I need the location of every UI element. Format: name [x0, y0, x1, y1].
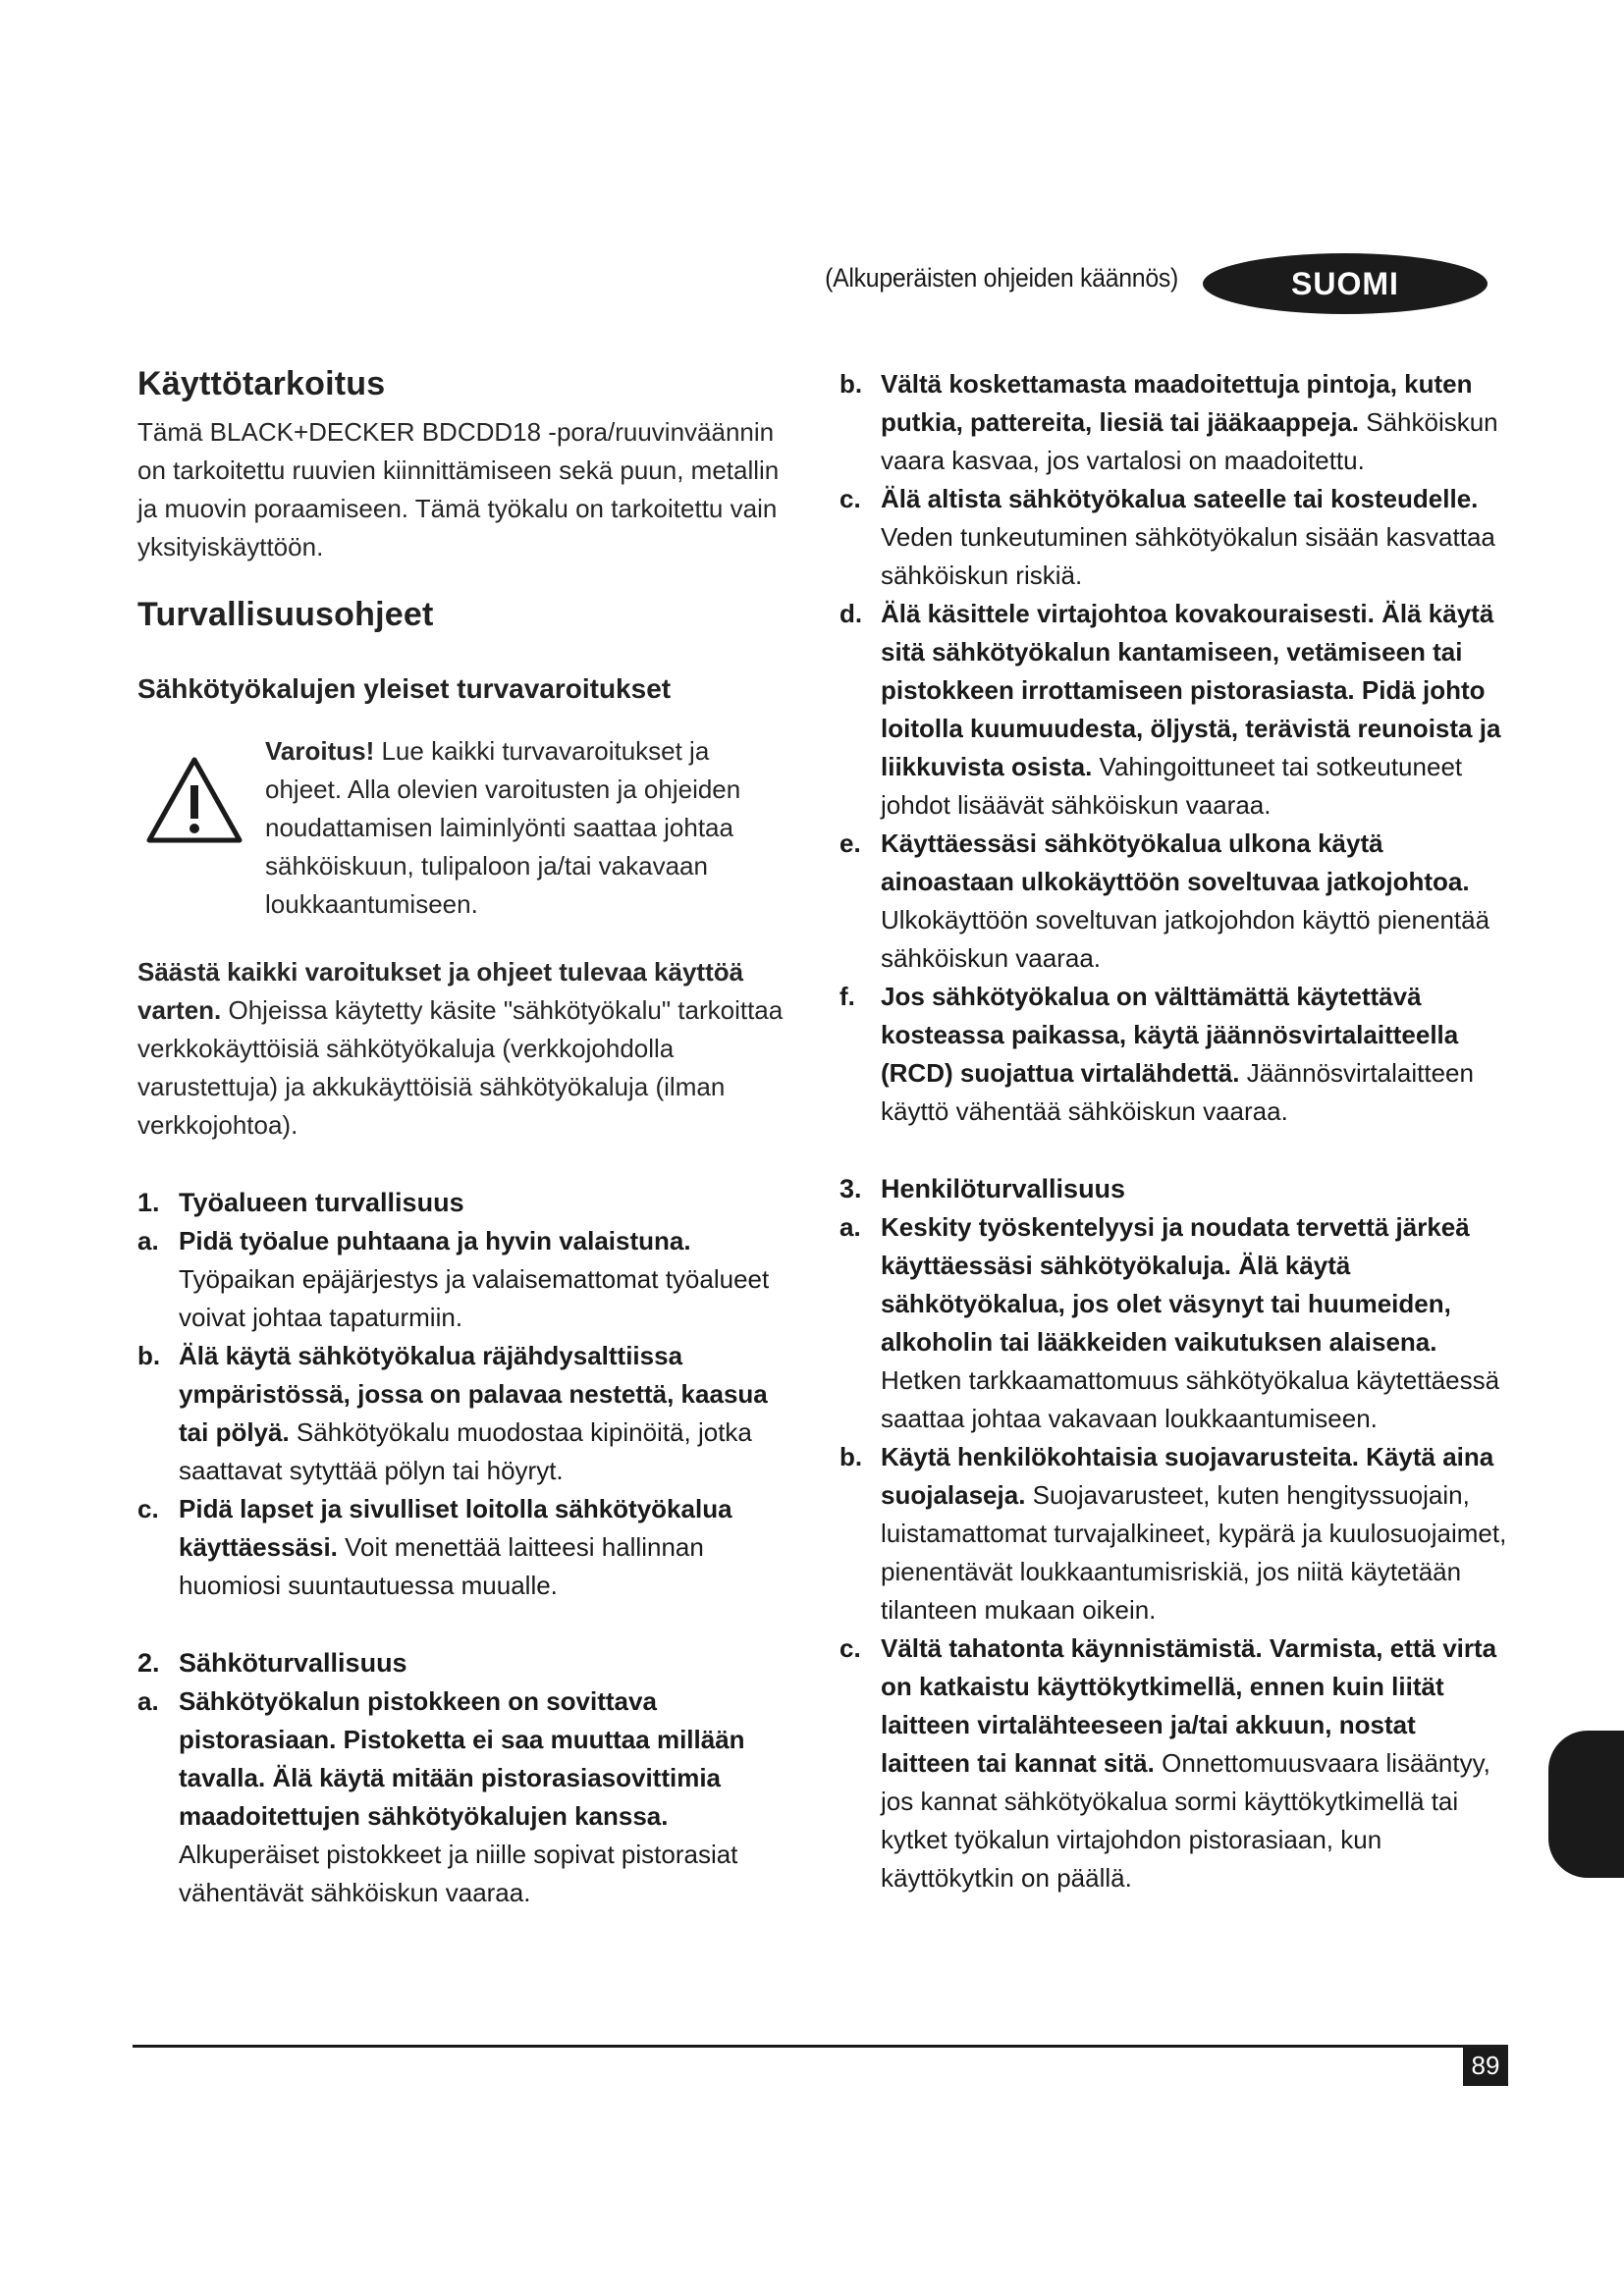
item-label: d. [839, 599, 863, 628]
item-text: Voit menettää laitteesi hallinnan huomiosi suuntautuessa muualle. [179, 1532, 704, 1600]
item-bold: Sähkötyökalun pistokkeen on sovittava pistorasiaan. Pistoketta ei saa muuttaa millään tavalla. Älä käytä mitään pistorasiasovittimia maadoitettujen sähkötyökalujen kanssa. [179, 1686, 745, 1831]
list-item [839, 825, 1507, 978]
item-label: c. [839, 1633, 861, 1663]
item-text: Alkuperäiset pistokkeet ja niille sopivat pistorasiat vähentävät sähköiskun vaaraa. [179, 1840, 738, 1907]
list-item [839, 1629, 1507, 1897]
list-item [839, 595, 1507, 825]
item-label: c. [137, 1494, 159, 1523]
purpose-text: Tämä BLACK+DECKER BDCDD18 -pora/ruuvinväännin on tarkoitettu ruuvien kiinnittämiseen sekä puun, metallin ja muovin poraamiseen. Tämä työkalu on tarkoitettu vain yksityiskäyttöön. [137, 417, 780, 561]
footer-divider [133, 2045, 1483, 2048]
list-item [839, 1208, 1507, 1438]
item-bold: Käytä henkilökohtaisia suojavarusteita. Käytä aina suojalaseja. [881, 1442, 1494, 1510]
item-bold: Älä käsittele virtajohtoa kovakouraisesti. Älä käytä sitä sähkötyökalun kantamiseen, vetämiseen tai pistokkeen irrottamiseen pistorasiasta. Pidä johto loitolla kuumuudesta, öljystä, terävistä reunoista ja liikkuvista osista. [881, 599, 1501, 781]
section-3-heading [839, 1170, 1507, 1208]
item-text: Onnettomuusvaara lisääntyy, jos kannat sähkötyökalua sormi käyttökytkimellä tai kytket työkalun virtajohdon pistorasiaan, kun käyttökytkin on päällä. [881, 1748, 1490, 1893]
item-text: Sähkötyökalu muodostaa kipinöitä, jotka saattavat sytyttää pölyn tai höyryt. [179, 1417, 752, 1485]
item-bold: Käyttäessäsi sähkötyökalua ulkona käytä ainoastaan ulkokäyttöön soveltuvaa jatkojohtoa. [881, 828, 1470, 896]
warning-bold: Varoitus! [265, 736, 375, 766]
list-item [137, 1222, 785, 1337]
save-bold: Säästä kaikki varoitukset ja ohjeet tulevaa käyttöä varten. [137, 957, 744, 1025]
item-label: b. [839, 369, 863, 399]
language-label: SUOMI [1291, 265, 1399, 301]
item-bold: Pidä lapset ja sivulliset loitolla sähkötyökalua käyttäessäsi. [179, 1494, 732, 1562]
section-edge-tab [1548, 1731, 1624, 1878]
list-item [137, 1682, 785, 1912]
item-bold: Jos sähkötyökalua on välttämättä käytettävä kosteassa paikassa, käytä jäännösvirtalaitteella (RCD) suojattua virtalähdettä. [881, 982, 1459, 1088]
item-label: b. [137, 1341, 161, 1370]
list-item [839, 978, 1507, 1131]
list-item [839, 1438, 1507, 1629]
list-item [839, 365, 1507, 480]
item-label: a. [137, 1226, 159, 1255]
item-label: a. [137, 1686, 159, 1716]
item-label: a. [839, 1212, 861, 1242]
item-text: Työpaikan epäjärjestys ja valaisemattomat työalueet voivat johtaa tapaturmiin. [179, 1264, 770, 1332]
item-label: c. [839, 484, 861, 513]
item-text: Ulkokäyttöön soveltuvan jatkojohdon käyttö pienentää sähköiskun vaaraa. [881, 905, 1490, 973]
right-column [839, 365, 1507, 1897]
section-3-number: 3. [839, 1174, 862, 1203]
general-warnings-title: Sähkötyökalujen yleiset turvavaroitukset [137, 673, 672, 704]
item-bold: Vältä tahatonta käynnistämistä. Varmista, että virta on katkaistu käyttökytkimellä, ennen kuin liität laitteen virtalähteeseen ja/tai akkuun, nostat laitteen tai kannat sitä. [881, 1633, 1497, 1778]
item-text: Jäännösvirtalaitteen käyttö vähentää sähköiskun vaaraa. [881, 1058, 1474, 1126]
item-text: Hetken tarkkaamattomuus sähkötyökalua käytettäessä saattaa johtaa vakavaan loukkaantumiseen. [881, 1365, 1500, 1433]
item-bold: Pidä työalue puhtaana ja hyvin valaistuna. [179, 1226, 691, 1255]
item-label: f. [839, 982, 855, 1011]
purpose-title: Käyttötarkoitus [137, 365, 386, 402]
save-instructions [137, 953, 785, 1145]
warning-triangle-icon [145, 756, 244, 844]
section-1-title: Työalueen turvallisuus [179, 1188, 464, 1217]
warning-block [137, 732, 785, 924]
list-item [839, 480, 1507, 595]
section-2-heading [137, 1644, 785, 1682]
item-bold: Vältä koskettamasta maadoitettuja pintoja, kuten putkia, pattereita, liesiä tai jääkaappeja. [881, 369, 1473, 437]
translation-note: (Alkuperäisten ohjeiden käännös) [825, 263, 1178, 293]
item-text: Vahingoittuneet tai sotkeutuneet johdot lisäävät sähköiskun vaaraa. [881, 752, 1463, 820]
item-text: Sähköiskun vaara kasvaa, jos vartalosi on maadoitettu. [881, 407, 1498, 475]
language-tab [1203, 253, 1488, 314]
list-item [137, 1490, 785, 1605]
section-1-heading [137, 1184, 785, 1222]
section-3-title: Henkilöturvallisuus [881, 1174, 1126, 1203]
item-label: b. [839, 1442, 863, 1471]
safety-title: Turvallisuusohjeet [137, 596, 434, 633]
warning-text [265, 732, 785, 924]
page-number: 89 [1463, 2045, 1508, 2086]
item-text: Veden tunkeutuminen sähkötyökalun sisään kasvattaa sähköiskun riskiä. [881, 522, 1495, 590]
section-2-number: 2. [137, 1648, 160, 1678]
item-bold: Keskity työskentelyysi ja noudata tervettä järkeä käyttäessäsi sähkötyökaluja. Älä käytä sähkötyökalua, jos olet väsynyt tai huumeiden, alkoholin tai lääkkeiden vaikutuksen alaisena. [881, 1212, 1470, 1357]
save-body: Ohjeissa käytetty käsite "sähkötyökalu" tarkoittaa verkkokäyttöisiä sähkötyökaluja (verkkojohdolla varustettuja) ja akkukäyttöisiä sähkötyökaluja (ilman verkkojohtoa). [137, 995, 784, 1140]
section-2-title: Sähköturvallisuus [179, 1648, 407, 1678]
left-column [137, 365, 785, 1912]
item-bold: Älä altista sähkötyökalua sateelle tai kosteudelle. [881, 484, 1479, 513]
list-item [137, 1337, 785, 1490]
section-1-number: 1. [137, 1188, 160, 1217]
item-label: e. [839, 828, 861, 858]
item-text: Suojavarusteet, kuten hengityssuojain, luistamattomat turvajalkineet, kypärä ja kuulosuojaimet, pienentävät loukkaantumisriskiä, jos niitä käytetään tilanteen mukaan oikein. [881, 1480, 1507, 1625]
item-bold: Älä käytä sähkötyökalua räjähdysalttiissa ympäristössä, jossa on palavaa nestettä, kaasua tai pölyä. [179, 1341, 768, 1447]
warning-body: Lue kaikki turvavaroitukset ja ohjeet. Alla olevien varoitusten ja ohjeiden noudattamisen laiminlyönti saattaa johtaa sähköiskuun, tulipaloon ja/tai vakavaan loukkaantumiseen. [265, 736, 741, 919]
